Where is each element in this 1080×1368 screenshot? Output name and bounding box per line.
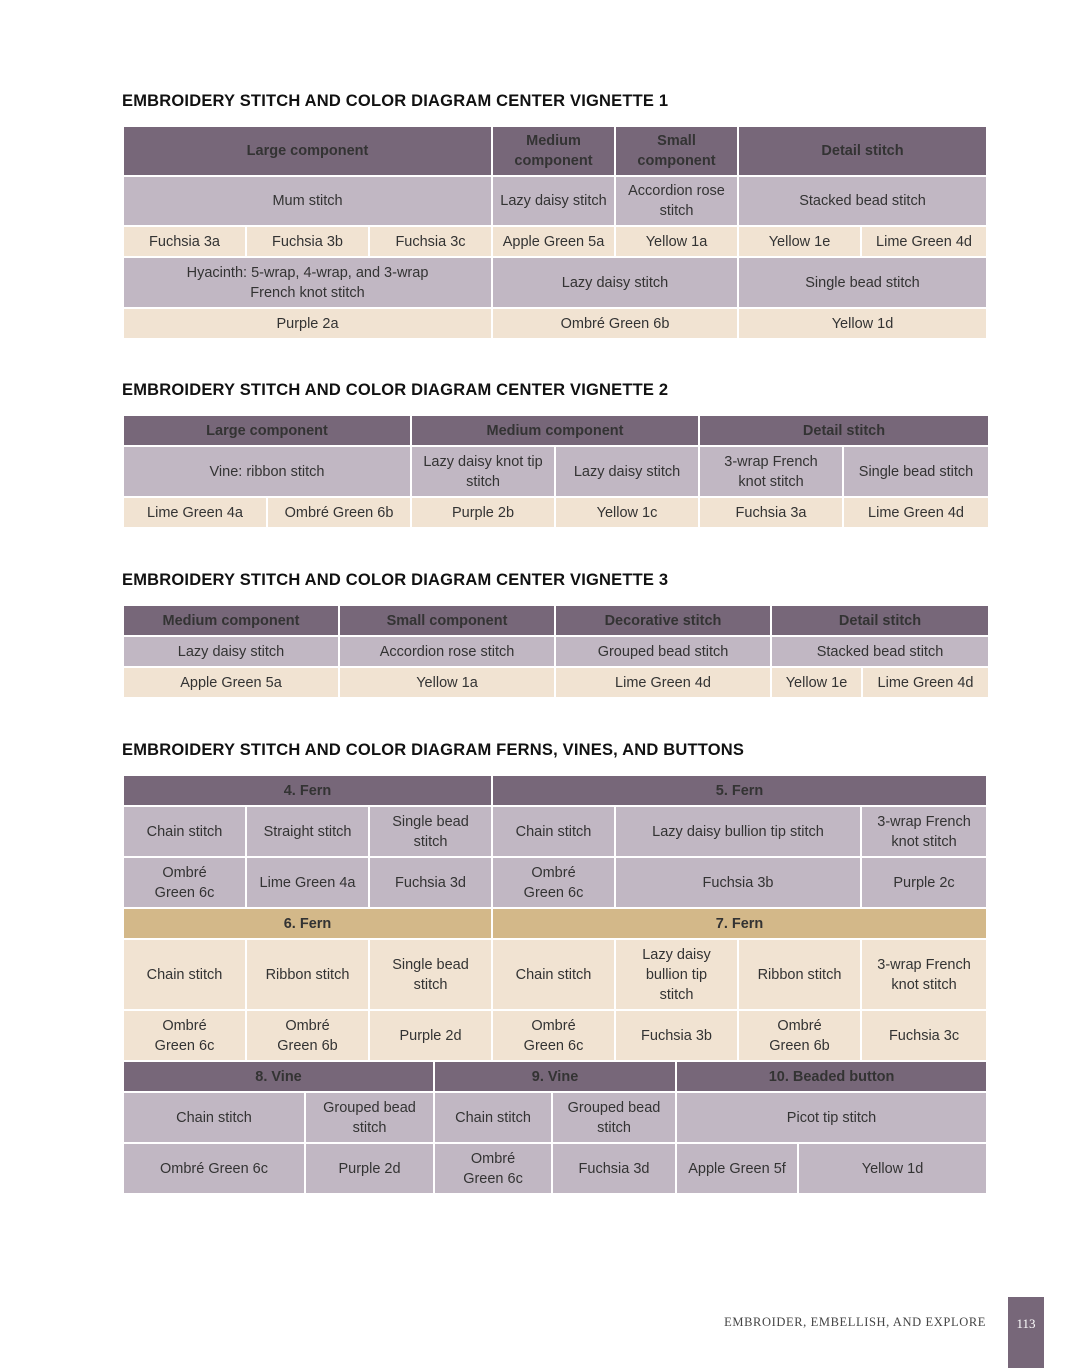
color-cell: Lime Green 4a	[123, 497, 267, 528]
header-detail-stitch: Detail stitch	[699, 415, 989, 446]
header-medium-component: Medium component	[411, 415, 699, 446]
stitch-cell: 3-wrap French knot stitch	[699, 446, 843, 497]
header-vine-9: 9. Vine	[434, 1061, 676, 1092]
stitch-cell: Single bead stitch	[369, 806, 492, 857]
color-cell: Apple Green 5a	[492, 226, 615, 257]
stitch-cell: Hyacinth: 5-wrap, 4-wrap, and 3-wrap French knot stitch	[123, 257, 492, 308]
color-cell: Ombré Green 6c	[492, 857, 615, 908]
vignette1-title: EMBROIDERY STITCH AND COLOR DIAGRAM CENTER VIGNETTE 1	[122, 92, 669, 110]
color-cell: Yellow 1e	[738, 226, 861, 257]
stitch-cell: Lazy daisy stitch	[555, 446, 699, 497]
vignette1-table	[122, 125, 988, 340]
stitch-cell: 3-wrap French knot stitch	[861, 939, 987, 1010]
footer-section-title: EMBROIDER, EMBELLISH, AND EXPLORE	[724, 1315, 986, 1329]
header-decorative-stitch: Decorative stitch	[555, 605, 771, 636]
stitch-cell: Lazy daisy bullion tip stitch	[615, 939, 738, 1010]
vignette2-table	[122, 414, 990, 529]
stitch-cell: Picot tip stitch	[676, 1092, 987, 1143]
color-cell: Yellow 1c	[555, 497, 699, 528]
color-cell: Ombré Green 6c	[434, 1143, 552, 1194]
header-detail-stitch: Detail stitch	[738, 126, 987, 176]
color-cell: Purple 2a	[123, 308, 492, 339]
header-fern-7: 7. Fern	[492, 908, 987, 939]
color-cell: Purple 2b	[411, 497, 555, 528]
color-cell: Yellow 1e	[771, 667, 862, 698]
header-medium-component: Medium component	[123, 605, 339, 636]
stitch-cell: Ribbon stitch	[246, 939, 369, 1010]
color-cell: Yellow 1d	[798, 1143, 987, 1194]
header-large-component: Large component	[123, 126, 492, 176]
color-cell: Ombré Green 6c	[123, 1143, 305, 1194]
color-cell: Fuchsia 3b	[615, 857, 861, 908]
color-cell: Ombré Green 6c	[492, 1010, 615, 1061]
color-cell: Fuchsia 3d	[552, 1143, 676, 1194]
header-beaded-button-10: 10. Beaded button	[676, 1061, 987, 1092]
header-fern-5: 5. Fern	[492, 775, 987, 806]
color-cell: Lime Green 4d	[843, 497, 989, 528]
header-detail-stitch: Detail stitch	[771, 605, 989, 636]
stitch-cell: Chain stitch	[123, 939, 246, 1010]
color-cell: Purple 2d	[369, 1010, 492, 1061]
stitch-cell: Chain stitch	[492, 806, 615, 857]
color-cell: Yellow 1a	[339, 667, 555, 698]
stitch-cell: Stacked bead stitch	[738, 176, 987, 226]
stitch-cell: Chain stitch	[123, 1092, 305, 1143]
stitch-cell: Accordion rose stitch	[615, 176, 738, 226]
stitch-cell: Lazy daisy bullion tip stitch	[615, 806, 861, 857]
color-cell: Apple Green 5f	[676, 1143, 798, 1194]
header-small-component: Small component	[615, 126, 738, 176]
color-cell: Ombré Green 6c	[123, 857, 246, 908]
color-cell: Fuchsia 3a	[123, 226, 246, 257]
color-cell: Ombré Green 6b	[738, 1010, 861, 1061]
color-cell: Lime Green 4d	[861, 226, 987, 257]
stitch-cell: Grouped bead stitch	[305, 1092, 434, 1143]
stitch-cell: 3-wrap French knot stitch	[861, 806, 987, 857]
vines-buttons-table	[122, 1060, 988, 1195]
color-cell: Fuchsia 3d	[369, 857, 492, 908]
color-cell: Lime Green 4a	[246, 857, 369, 908]
vignette3-title: EMBROIDERY STITCH AND COLOR DIAGRAM CENTER VIGNETTE 3	[122, 571, 669, 589]
stitch-cell: Chain stitch	[492, 939, 615, 1010]
color-cell: Purple 2c	[861, 857, 987, 908]
stitch-cell: Chain stitch	[434, 1092, 552, 1143]
stitch-cell: Lazy daisy stitch	[492, 257, 738, 308]
color-cell: Yellow 1d	[738, 308, 987, 339]
color-cell: Ombré Green 6b	[246, 1010, 369, 1061]
stitch-cell: Lazy daisy stitch	[492, 176, 615, 226]
color-cell: Fuchsia 3b	[246, 226, 369, 257]
stitch-cell: Vine: ribbon stitch	[123, 446, 411, 497]
stitch-cell: Accordion rose stitch	[339, 636, 555, 667]
color-cell: Ombré Green 6c	[123, 1010, 246, 1061]
color-cell: Apple Green 5a	[123, 667, 339, 698]
vignette3-table	[122, 604, 990, 699]
color-cell: Purple 2d	[305, 1143, 434, 1194]
stitch-cell: Grouped bead stitch	[552, 1092, 676, 1143]
color-cell: Fuchsia 3a	[699, 497, 843, 528]
header-fern-4: 4. Fern	[123, 775, 492, 806]
page-number: 113	[1008, 1297, 1044, 1368]
color-cell: Lime Green 4d	[862, 667, 989, 698]
color-cell: Yellow 1a	[615, 226, 738, 257]
stitch-cell: Ribbon stitch	[738, 939, 861, 1010]
stitch-cell: Chain stitch	[123, 806, 246, 857]
color-cell: Fuchsia 3b	[615, 1010, 738, 1061]
color-cell: Lime Green 4d	[555, 667, 771, 698]
color-cell: Ombré Green 6b	[492, 308, 738, 339]
color-cell: Ombré Green 6b	[267, 497, 411, 528]
header-vine-8: 8. Vine	[123, 1061, 434, 1092]
header-small-component: Small component	[339, 605, 555, 636]
ferns-table	[122, 774, 988, 1062]
stitch-cell: Mum stitch	[123, 176, 492, 226]
stitch-cell: Stacked bead stitch	[771, 636, 989, 667]
stitch-cell: Single bead stitch	[369, 939, 492, 1010]
stitch-cell: Single bead stitch	[843, 446, 989, 497]
stitch-cell: Lazy daisy knot tip stitch	[411, 446, 555, 497]
color-cell: Fuchsia 3c	[861, 1010, 987, 1061]
vignette2-title: EMBROIDERY STITCH AND COLOR DIAGRAM CENTER VIGNETTE 2	[122, 381, 669, 399]
header-medium-component: Medium component	[492, 126, 615, 176]
header-fern-6: 6. Fern	[123, 908, 492, 939]
stitch-cell: Grouped bead stitch	[555, 636, 771, 667]
stitch-cell: Single bead stitch	[738, 257, 987, 308]
stitch-cell: Lazy daisy stitch	[123, 636, 339, 667]
ferns-title: EMBROIDERY STITCH AND COLOR DIAGRAM FERNS, VINES, AND BUTTONS	[122, 741, 745, 759]
stitch-cell: Straight stitch	[246, 806, 369, 857]
color-cell: Fuchsia 3c	[369, 226, 492, 257]
header-large-component: Large component	[123, 415, 411, 446]
